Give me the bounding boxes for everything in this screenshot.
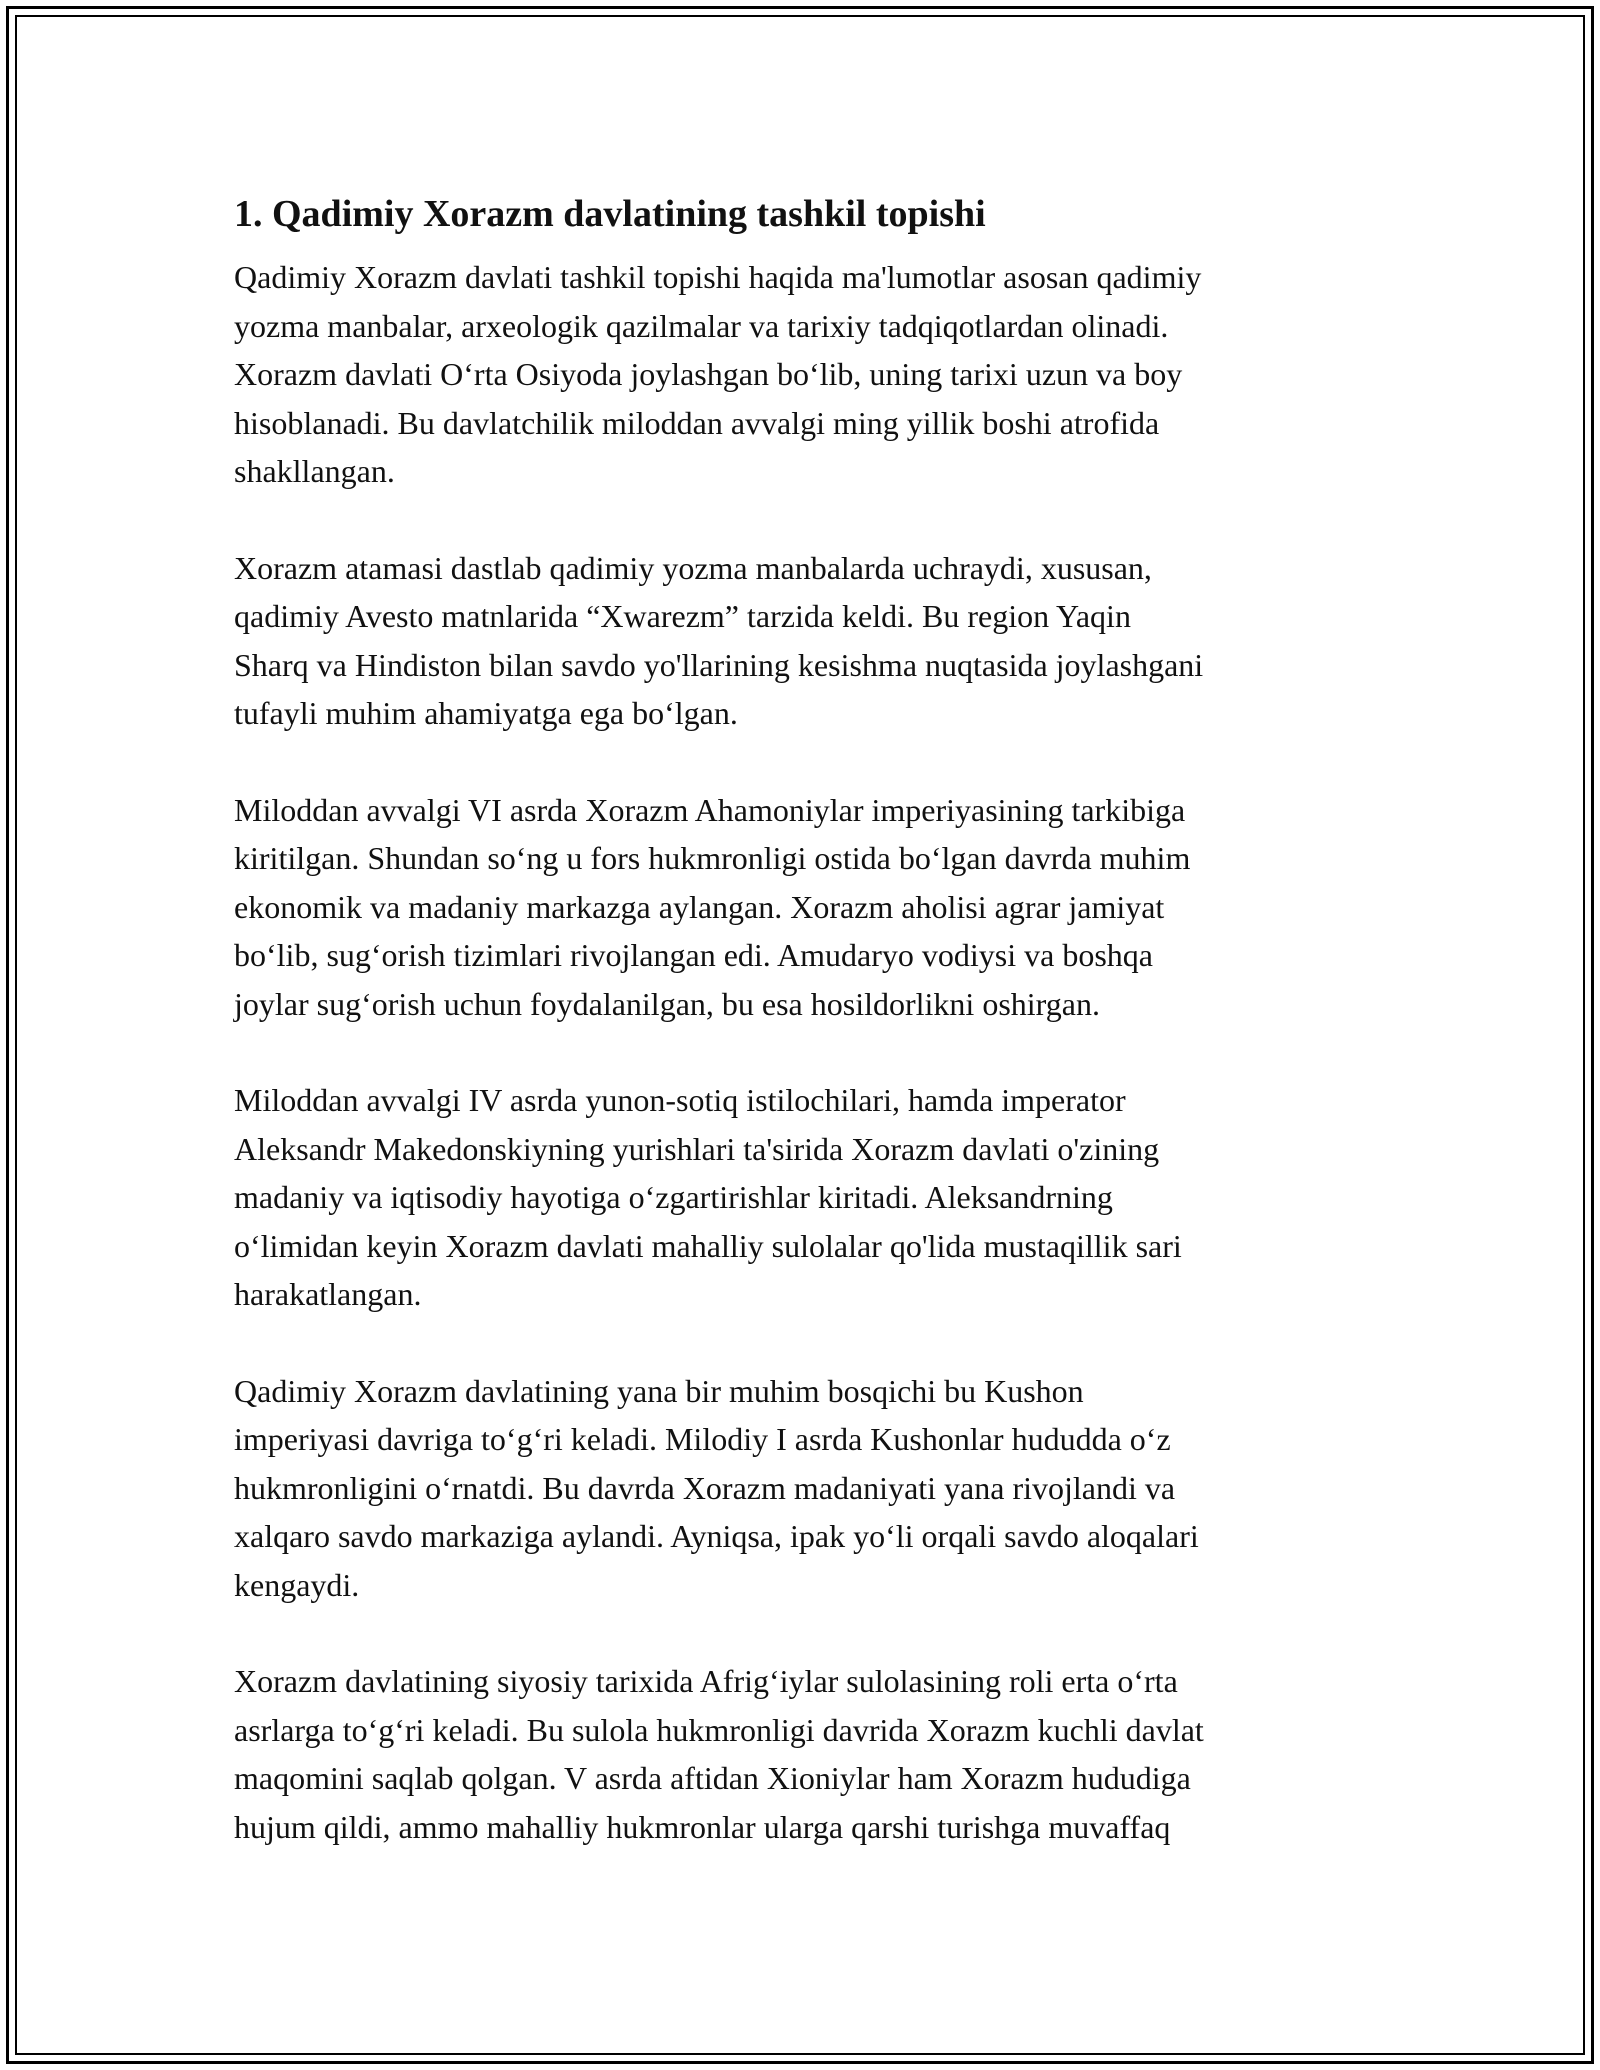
- text-line: tufayli muhim ahamiyatga ega bo‘lgan.: [234, 695, 738, 731]
- paragraph-5: [234, 1367, 1354, 1610]
- text-line: Aleksandr Makedonskiyning yurishlari ta'sirida Xorazm davlati o'zining: [234, 1130, 1160, 1167]
- text-line: madaniy va iqtisodiy hayotiga o‘zgartirishlar kiritadi. Aleksandrning: [234, 1179, 1113, 1215]
- text-line: Qadimiy Xorazm davlatining yana bir muhim bosqichi bu Kushon: [234, 1372, 1084, 1409]
- text-line: hukmronligini o‘rnatdi. Bu davrda Xorazm madaniyati yana rivojlandi va: [234, 1469, 1176, 1506]
- text-line: qadimiy Avesto matnlarida “Xwarezm” tarzida keldi. Bu region Yaqin: [234, 598, 1131, 634]
- text-line: Xorazm davlati O‘rta Osiyoda joylashgan bo‘lib, uning tarixi uzun va boy: [234, 356, 1183, 392]
- text-line: Xorazm davlatining siyosiy tarixida Afrig‘iylar sulolasining roli erta o‘rta: [234, 1663, 1178, 1699]
- text-line: maqomini saqlab qolgan. V asrda aftidan Xioniylar ham Xorazm hududiga: [234, 1760, 1191, 1796]
- paragraph-3: [234, 786, 1354, 1029]
- section-heading: 1. Qadimiy Xorazm davlatining tashkil topishi: [234, 193, 986, 235]
- text-line: shakllangan.: [234, 453, 395, 489]
- text-line: Qadimiy Xorazm davlati tashkil topishi haqida ma'lumotlar asosan qadimiy: [234, 259, 1202, 295]
- paragraph-1: [234, 253, 1354, 496]
- text-line: Xorazm atamasi dastlab qadimiy yozma manbalarda uchraydi, xususan,: [234, 549, 1152, 586]
- text-line: bo‘lib, sug‘orish tizimlari rivojlangan edi. Amudaryo vodiysi va boshqa: [234, 937, 1153, 973]
- text-line: hisoblanadi. Bu davlatchilik miloddan avvalgi ming yillik boshi atrofida: [234, 404, 1160, 441]
- document-content: [234, 183, 1354, 1899]
- text-line: yozma manbalar, arxeologik qazilmalar va tarixiy tadqiqotlardan olinadi.: [234, 307, 1169, 344]
- paragraph-2: [234, 544, 1354, 738]
- text-line: Miloddan avvalgi IV asrda yunon-sotiq istilochilari, hamda imperator: [234, 1082, 1126, 1118]
- text-line: hujum qildi, ammo mahalliy hukmronlar ularga qarshi turishga muvaffaq: [234, 1808, 1171, 1845]
- text-line: xalqaro savdo markaziga aylandi. Ayniqsa, ipak yo‘li orqali savdo aloqalari: [234, 1518, 1199, 1554]
- text-line: joylar sug‘orish uchun foydalanilgan, bu esa hosildorlikni oshirgan.: [234, 985, 1100, 1022]
- text-line: ekonomik va madaniy markazga aylangan. Xorazm aholisi agrar jamiyat: [234, 888, 1165, 925]
- text-line: Miloddan avvalgi VI asrda Xorazm Ahamoniylar imperiyasining tarkibiga: [234, 791, 1186, 828]
- text-line: imperiyasi davriga to‘g‘ri keladi. Milodiy I asrda Kushonlar hududda o‘z: [234, 1421, 1171, 1457]
- text-line: kiritilgan. Shundan so‘ng u fors hukmronligi ostida bo‘lgan davrda muhim: [234, 840, 1191, 876]
- text-line: asrlarga to‘g‘ri keladi. Bu sulola hukmronligi davrida Xorazm kuchli davlat: [234, 1711, 1204, 1748]
- text-line: harakatlangan.: [234, 1276, 422, 1312]
- text-line: o‘limidan keyin Xorazm davlati mahalliy sulolalar qo'lida mustaqillik sari: [234, 1227, 1182, 1264]
- text-line: Sharq va Hindiston bilan savdo yo'llarining kesishma nuqtasida joylashgani: [234, 646, 1204, 683]
- paragraph-4: [234, 1076, 1354, 1319]
- text-line: kengaydi.: [234, 1566, 360, 1603]
- document-body: [234, 253, 1354, 1851]
- paragraph-6: [234, 1657, 1354, 1851]
